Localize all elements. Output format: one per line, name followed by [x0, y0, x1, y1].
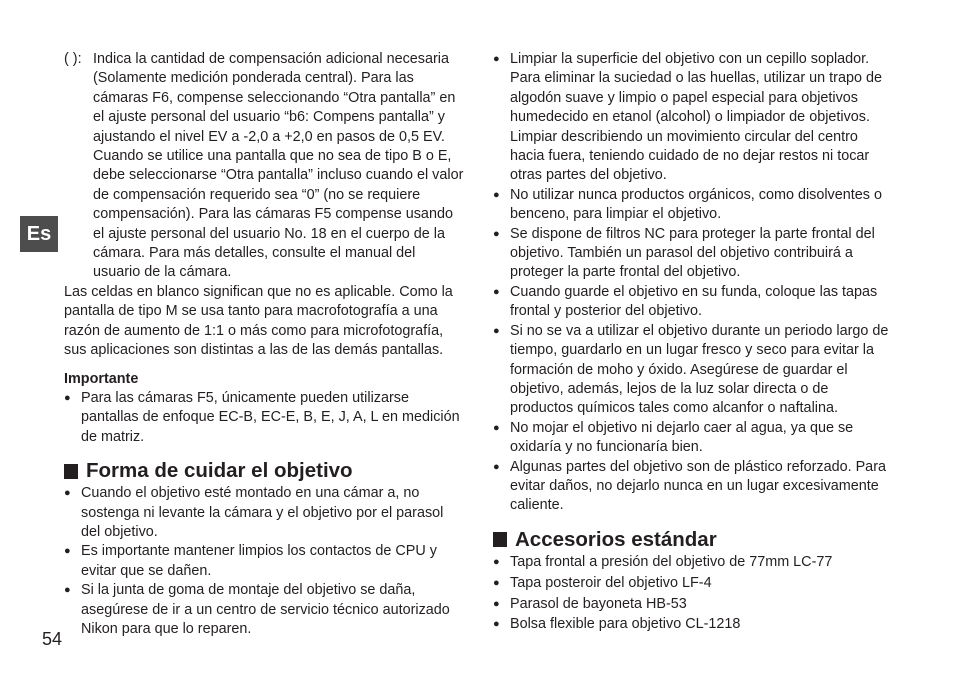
bullet-icon: ●: [493, 576, 500, 589]
bullet-icon: ●: [64, 487, 71, 500]
list-item: [64, 484, 464, 542]
list-item-text: Se dispone de filtros NC para proteger la parte frontal del objetivo. También un parasol del objetivo contribuirá a proteger la parte frontal del objetivo.: [510, 225, 875, 281]
blank-cells-paragraph: Las celdas en blanco significan que no es aplicable. Como la pantalla de tipo M se usa tanto para macrofotografía a una razón de aumento de 1:1 o más como para microfotografía, sus aplicaciones son distintas a las de las demás pantallas.: [64, 283, 453, 359]
list-item-text: Si no se va a utilizar el objetivo durante un periodo largo de tiempo, guardarlo en un lugar fresco y seco para evitar la formación de moho y óxido. Asegúrese de guardar el objetivo, además, lejos de la luz solar directa o de productos químicos tales como alcanfor o naftalina.: [510, 322, 889, 417]
bullet-icon: ●: [493, 285, 500, 298]
list-item-text: No mojar el objetivo ni dejarlo caer al agua, ya que se oxidaría y no funcionaría bien.: [510, 419, 854, 456]
care-list-right: [493, 50, 893, 516]
footnote-text: Indica la cantidad de compensación adicional necesaria (Solamente medición ponderada central). Para las cámaras F6, compense seleccionando “Otra pantalla” en el ajuste personal del usuario “b6: Compens pantalla” y ajustando el nivel EV a -2,0 a +2,0 en pasos de 0,5 EV. Cuando se utilice una pantalla que no sea de tipo B o E, debe seleccionarse “Otra pantalla” incluso cuando el valor de compensación requerido sea “0” (no se requiere compensación). Para las cámaras F5 compense usando el ajuste personal del usuario No. 18 en el cuerpo de la cámara. Para más detalles, consulte el manual del usuario de la cámara.: [93, 51, 464, 281]
list-item-text: Cuando guarde el objetivo en su funda, coloque las tapas frontal y posterior del objetivo.: [510, 283, 878, 320]
important-heading: Importante: [64, 370, 139, 387]
list-item: [493, 553, 893, 572]
bullet-icon: ●: [493, 460, 500, 473]
bullet-icon: ●: [493, 555, 500, 568]
right-column: [493, 50, 893, 636]
bullet-icon: ●: [64, 391, 71, 404]
list-item: [493, 50, 893, 186]
list-item-text: Cuando el objetivo esté montado en una cámar a, no sostenga ni levante la cámara y el objetivo por el parasol del objetivo.: [81, 485, 444, 540]
list-item: [64, 581, 464, 639]
black-square-icon: [493, 532, 507, 547]
list-item: [493, 283, 893, 322]
list-item: [493, 458, 893, 516]
list-item-text: Si la junta de goma de montaje del objetivo se daña, asegúrese de ir a un centro de servicio técnico autorizado Nikon para que lo reparen.: [81, 582, 450, 637]
list-item-text: No utilizar nunca productos orgánicos, como disolventes o benceno, para limpiar el objetivo.: [510, 186, 882, 223]
black-square-icon: [64, 464, 78, 479]
footnote-mark: ( ):: [64, 51, 82, 67]
list-item-text: Limpiar la superficie del objetivo con un cepillo soplador. Para eliminar la suciedad o las huellas, utilizar un trapo de algodón suave y limpio o papel especial para objetivos humedecido en etanol (alcohol) o limpiador de objetivos. Limpiar describiendo un movimiento circular del centro hacia fuera, teniendo cuidado de no dejar restos ni tocar otras partes del objetivo.: [510, 51, 882, 184]
list-item-text: Es importante mantener limpios los contactos de CPU y evitar que se dañen.: [81, 543, 437, 579]
footnote: [64, 50, 464, 283]
list-item-text: Algunas partes del objetivo son de plástico reforzado. Para evitar daños, no dejarlo nunca en un lugar excesivamente caliente.: [510, 458, 886, 514]
list-item: [493, 225, 893, 283]
list-item-text: Tapa frontal a presión del objetivo de 77mm LC-77: [510, 553, 833, 570]
list-item: [493, 186, 893, 225]
list-item: [64, 389, 464, 447]
list-item-text: Bolsa flexible para objetivo CL-1218: [510, 616, 741, 633]
bullet-icon: ●: [493, 421, 500, 434]
bullet-icon: ●: [493, 53, 500, 65]
care-list-left: [64, 484, 464, 639]
bullet-icon: ●: [493, 188, 500, 201]
left-column: [64, 50, 464, 639]
care-section-heading: [64, 458, 464, 484]
list-item: [493, 574, 893, 593]
list-item: [493, 615, 893, 634]
list-item: [493, 322, 893, 419]
bullet-icon: ●: [493, 618, 500, 631]
list-item-text: Para las cámaras F5, únicamente pueden utilizarse pantallas de enfoque EC-B, EC-E, B, E, J, A, L en medición de matriz.: [81, 389, 460, 445]
list-item-text: Parasol de bayoneta HB-53: [510, 595, 687, 612]
bullet-icon: ●: [493, 597, 500, 610]
bullet-icon: ●: [493, 324, 500, 337]
bullet-icon: ●: [64, 584, 71, 597]
page-number: 54: [42, 629, 63, 649]
language-tab: Es: [20, 216, 58, 252]
list-item-text: Tapa posteroir del objetivo LF-4: [510, 574, 712, 591]
list-item: [64, 542, 464, 581]
bullet-icon: ●: [493, 227, 500, 240]
list-item: [493, 595, 893, 614]
accessories-list: [493, 553, 893, 635]
accessories-section-title: Accesorios estándar: [515, 527, 717, 551]
care-section-title: Forma de cuidar el objetivo: [86, 459, 353, 483]
accessories-section-heading: [493, 527, 893, 553]
important-list: [64, 389, 464, 447]
bullet-icon: ●: [64, 545, 71, 558]
list-item: [493, 419, 893, 458]
